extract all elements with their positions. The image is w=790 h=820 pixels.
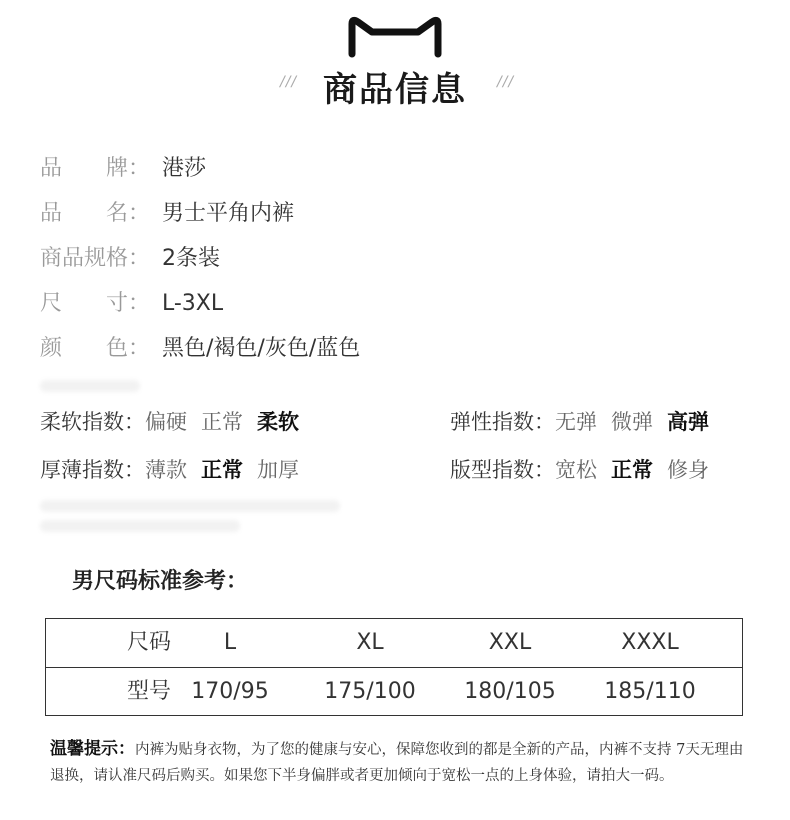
option-hard: 偏硬 [145, 410, 187, 434]
info-value: 男士平角内裤 [162, 201, 295, 226]
row-header: 型号 [126, 679, 171, 704]
option-soft-selected: 柔软 [257, 410, 299, 434]
info-label: 颜 色： [40, 336, 151, 361]
elasticity-index [450, 406, 709, 438]
size-chart-heading: 男尺码标准参考： [72, 569, 249, 594]
softness-index [40, 406, 299, 438]
option-slim: 修身 [667, 458, 709, 482]
table-cell: 185/110 [604, 679, 696, 704]
blurred-divider [40, 500, 340, 512]
notice-text: 内裤为贴身衣物，为了您的健康与安心，保障您收到的都是全新的产品，内裤不支持 7天无理由退换，请认准尺码后购买。如果您下半身偏胖或者更加倾向于宽松一点的上身体验，请拍大一码。 [50, 742, 744, 784]
option-high-stretch-selected: 高弹 [667, 410, 709, 434]
option-normal-selected: 正常 [611, 458, 653, 482]
info-value: 港莎 [162, 156, 207, 181]
index-label: 版型指数： [450, 458, 555, 482]
size-table [45, 618, 743, 716]
table-cell: XL [356, 630, 384, 655]
row-header: 尺码 [126, 630, 171, 655]
option-no-stretch: 无弹 [555, 410, 597, 434]
table-cell: XXL [488, 630, 532, 655]
info-value: L-3XL [162, 291, 224, 316]
notice-label: 温馨提示： [50, 739, 135, 759]
info-label: 尺 寸： [40, 291, 151, 316]
option-normal: 正常 [201, 410, 243, 434]
table-cell: 170/95 [191, 679, 269, 704]
page-title: 商品信息 [323, 70, 467, 110]
info-value: 2条装 [162, 246, 220, 271]
table-cell: L [223, 630, 237, 655]
index-label: 厚薄指数： [40, 458, 145, 482]
info-label: 商品规格： [40, 246, 151, 271]
table-row [46, 668, 742, 716]
info-label: 品 名： [40, 201, 151, 226]
option-thick: 加厚 [257, 458, 299, 482]
option-slight-stretch: 微弹 [611, 410, 653, 434]
option-thin: 薄款 [145, 458, 187, 482]
fit-index [450, 454, 709, 486]
header-logo [346, 14, 444, 62]
decor-slash-right: /// [497, 74, 515, 90]
info-label: 品 牌： [40, 156, 151, 181]
option-normal-selected: 正常 [201, 458, 243, 482]
decor-slash-left: /// [280, 74, 298, 90]
notice [50, 736, 750, 789]
blurred-divider [40, 380, 140, 392]
table-cell: XXXL [621, 630, 679, 655]
option-loose: 宽松 [555, 458, 597, 482]
table-row [46, 619, 742, 668]
thickness-index [40, 454, 299, 486]
info-value: 黑色/褐色/灰色/蓝色 [162, 336, 361, 361]
blurred-divider [40, 520, 240, 532]
index-label: 弹性指数： [450, 410, 555, 434]
cat-ear-logo-icon [346, 14, 444, 58]
table-cell: 180/105 [464, 679, 556, 704]
table-cell: 175/100 [324, 679, 416, 704]
index-label: 柔软指数： [40, 410, 145, 434]
